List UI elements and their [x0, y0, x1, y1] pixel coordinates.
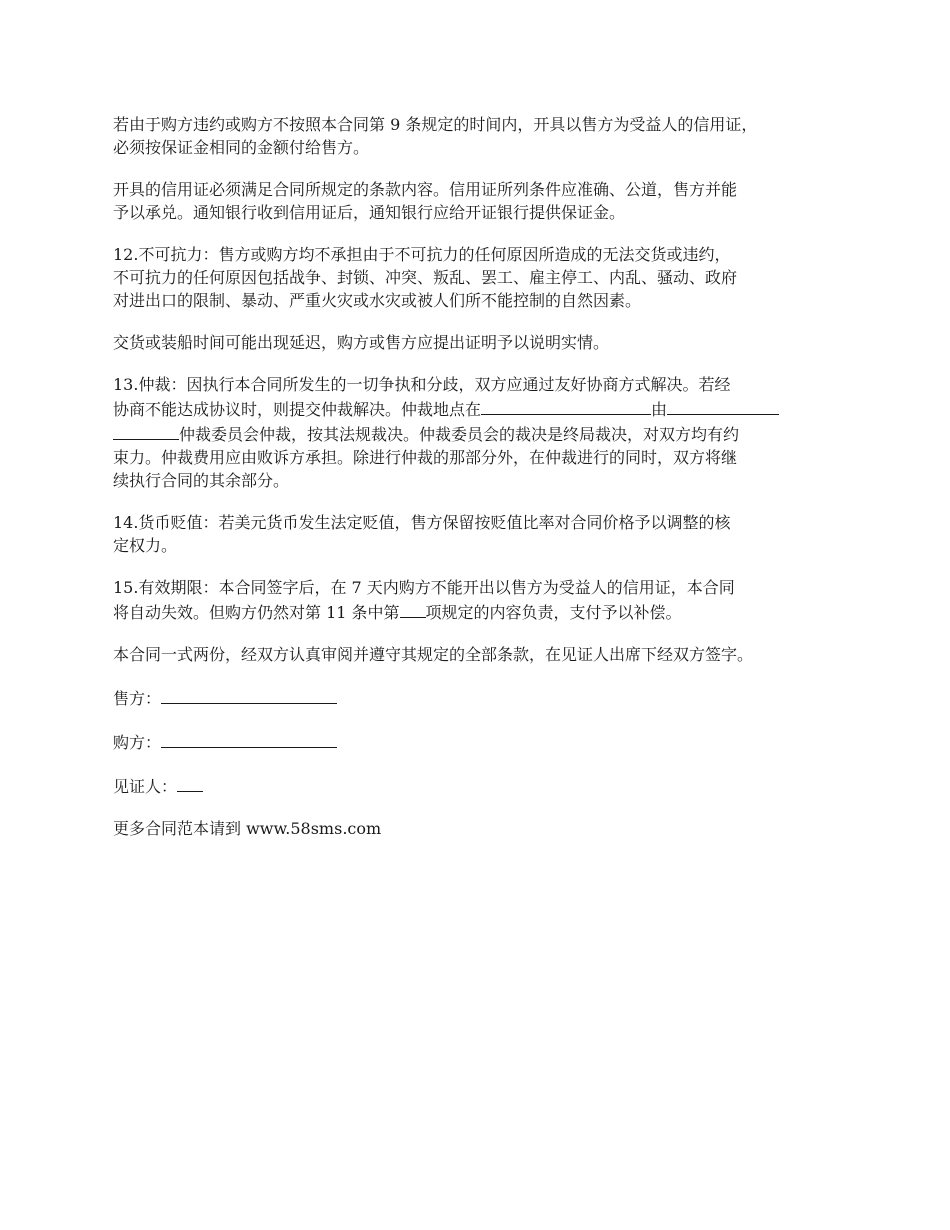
arbitration-body-blank-part1[interactable] — [667, 396, 779, 415]
text-segment: 将自动失效。但购方仍然对第 11 条中第 — [113, 603, 400, 622]
text-line: 续执行合同的其余部分。 — [113, 471, 290, 490]
text-segment: 仲裁委员会仲裁，按其法规裁决。仲裁委员会的裁决是终局裁决，对双方均有约 — [179, 425, 740, 444]
buyer-label: 购方： — [113, 733, 162, 752]
clause-lc-terms — [113, 178, 855, 224]
witness-signature-blank[interactable] — [177, 773, 203, 792]
clause-12-force-majeure — [113, 243, 855, 312]
arbitration-place-blank[interactable] — [481, 396, 651, 415]
text-segment: 由 — [651, 400, 668, 419]
text-line: 若由于购方违约或购方不按照本合同第 9 条规定的时间内，开具以售方为受益人的信用证， — [113, 115, 758, 134]
text-line: 予以承兑。通知银行收到信用证后，通知银行应给开证银行提供保证金。 — [113, 203, 626, 222]
clause-counterparts — [113, 643, 855, 666]
text-line: 12.不可抗力：售方或购方均不承担由于不可抗力的任何原因所造成的无法交货或违约， — [113, 245, 731, 264]
text-segment: 协商不能达成协议时，则提交仲裁解决。仲裁地点在 — [113, 400, 482, 419]
text-line: 开具的信用证必须满足合同所规定的条款内容。信用证所列条件应准确、公道，售方并能 — [113, 180, 738, 199]
text-line: 不可抗力的任何原因包括战争、封锁、冲突、叛乱、罢工、雇主停工、内乱、骚动、政府 — [113, 268, 738, 287]
footer-text: 更多合同范本请到 www.58sms.com — [113, 819, 382, 838]
text-line — [113, 421, 855, 446]
clause-item-blank[interactable] — [400, 599, 426, 618]
text-line: 本合同一式两份，经双方认真审阅并遵守其规定的全部条款，在见证人出席下经双方签字。 — [113, 645, 754, 664]
clause-14-currency-devaluation — [113, 511, 855, 557]
text-line: 束力。仲裁费用应由败诉方承担。除进行仲裁的那部分外，在仲裁进行的同时，双方将继 — [113, 448, 738, 467]
text-line: 对进出口的限制、暴动、严重火灾或水灾或被人们所不能控制的自然因素。 — [113, 291, 642, 310]
arbitration-body-blank-part2[interactable] — [113, 421, 179, 440]
text-line — [113, 396, 855, 421]
text-line — [113, 599, 855, 624]
text-line: 13.仲裁：因执行本合同所发生的一切争执和分歧，双方应通过友好协商方式解决。若经 — [113, 375, 731, 394]
text-line: 必须按保证金相同的金额付给售方。 — [113, 138, 370, 157]
text-line: 15.有效期限：本合同签字后，在 7 天内购方不能开出以售方为受益人的信用证，本合同 — [113, 578, 735, 597]
seller-label: 售方： — [113, 689, 162, 708]
witness-label: 见证人： — [113, 777, 178, 796]
seller-signature-blank[interactable] — [161, 685, 337, 704]
footer-note — [113, 817, 855, 841]
clause-lc-default — [113, 113, 855, 159]
seller-signature-line — [113, 685, 855, 711]
text-line: 交货或装船时间可能出现延迟，购方或售方应提出证明予以说明实情。 — [113, 333, 610, 352]
clause-delay-notice — [113, 331, 855, 354]
text-line: 定权力。 — [113, 536, 178, 555]
text-line: 14.货币贬值：若美元货币发生法定贬值，售方保留按贬值比率对合同价格予以调整的核 — [113, 513, 731, 532]
clause-13-arbitration — [113, 373, 855, 492]
buyer-signature-blank[interactable] — [161, 729, 337, 748]
buyer-signature-line — [113, 729, 855, 755]
clause-15-validity — [113, 576, 855, 624]
text-segment: 项规定的内容负责，支付予以补偿。 — [425, 603, 682, 622]
witness-signature-line — [113, 773, 855, 799]
